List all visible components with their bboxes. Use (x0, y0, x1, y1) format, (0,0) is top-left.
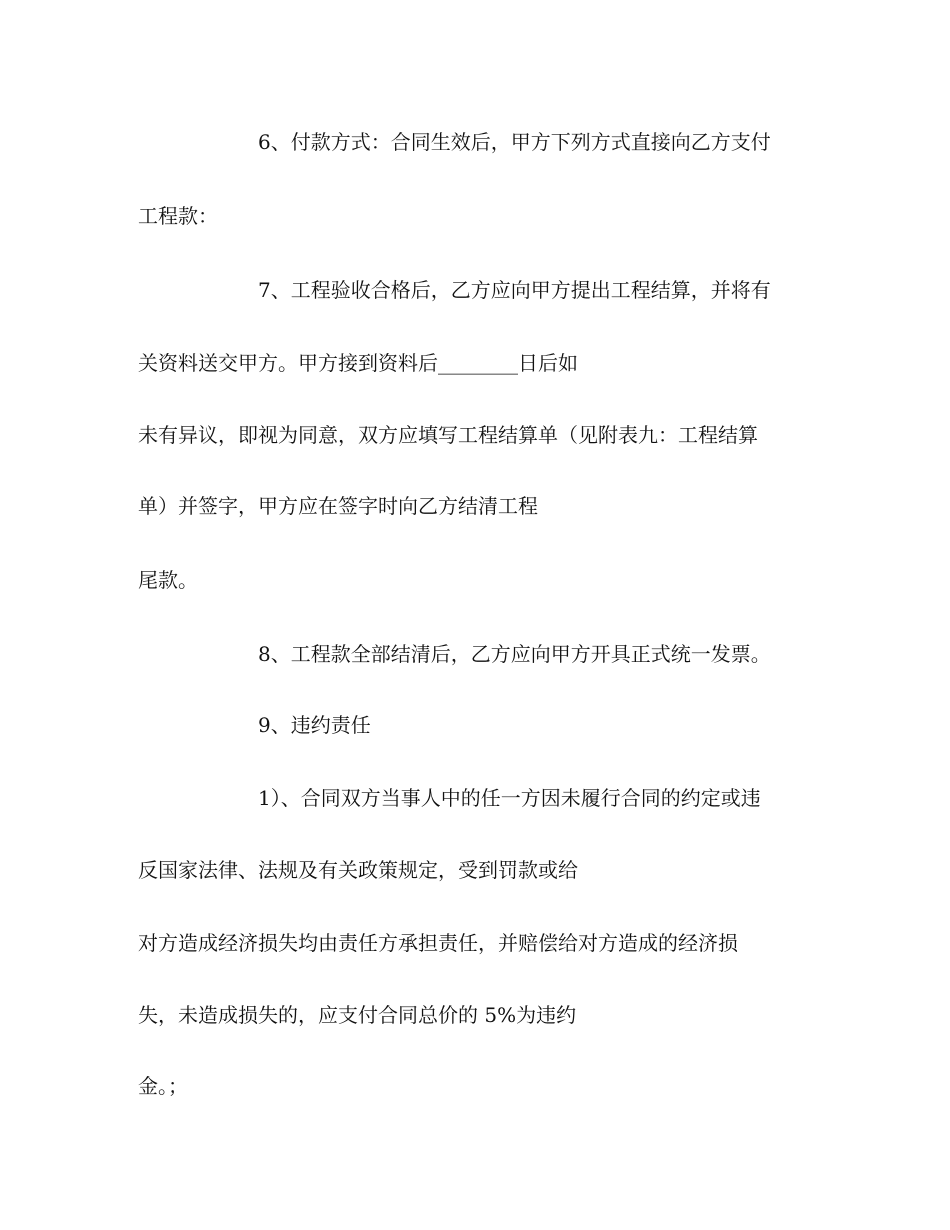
clause-6-line-1: 6、付款方式：合同生效后，甲方下列方式直接向乙方支付 (258, 130, 771, 154)
clause-8-line-1: 8、工程款全部结清后，乙方应向甲方开具正式统一发票。 (258, 642, 771, 666)
clause-7-line-4: 单）并签字，甲方应在签字时向乙方结清工程 (138, 494, 538, 518)
clause-9-1-line-4: 失，未造成损失的，应支付合同总价的 5%为违约 (138, 1003, 577, 1027)
clause-9-1-line-2: 反国家法律、法规及有关政策规定，受到罚款或给 (138, 858, 578, 882)
clause-7-line-2: 关资料送交甲方。甲方接到资料后________日后如 (138, 351, 578, 375)
clause-6-line-2: 工程款： (138, 204, 218, 228)
clause-7-line-5: 尾款。 (138, 568, 198, 592)
clause-9-heading: 9、违约责任 (258, 713, 371, 737)
clause-7-line-3: 未有异议，即视为同意，双方应填写工程结算单（见附表九：工程结算 (138, 423, 758, 447)
clause-9-1-line-1: 1）、合同双方当事人中的任一方因未履行合同的约定或违 (258, 786, 761, 810)
clause-9-1-line-3: 对方造成经济损失均由责任方承担责任，并赔偿给对方造成的经济损 (138, 931, 738, 955)
clause-9-1-line-5: 金。； (138, 1074, 188, 1098)
clause-7-line-1: 7、工程验收合格后，乙方应向甲方提出工程结算，并将有 (258, 278, 771, 302)
